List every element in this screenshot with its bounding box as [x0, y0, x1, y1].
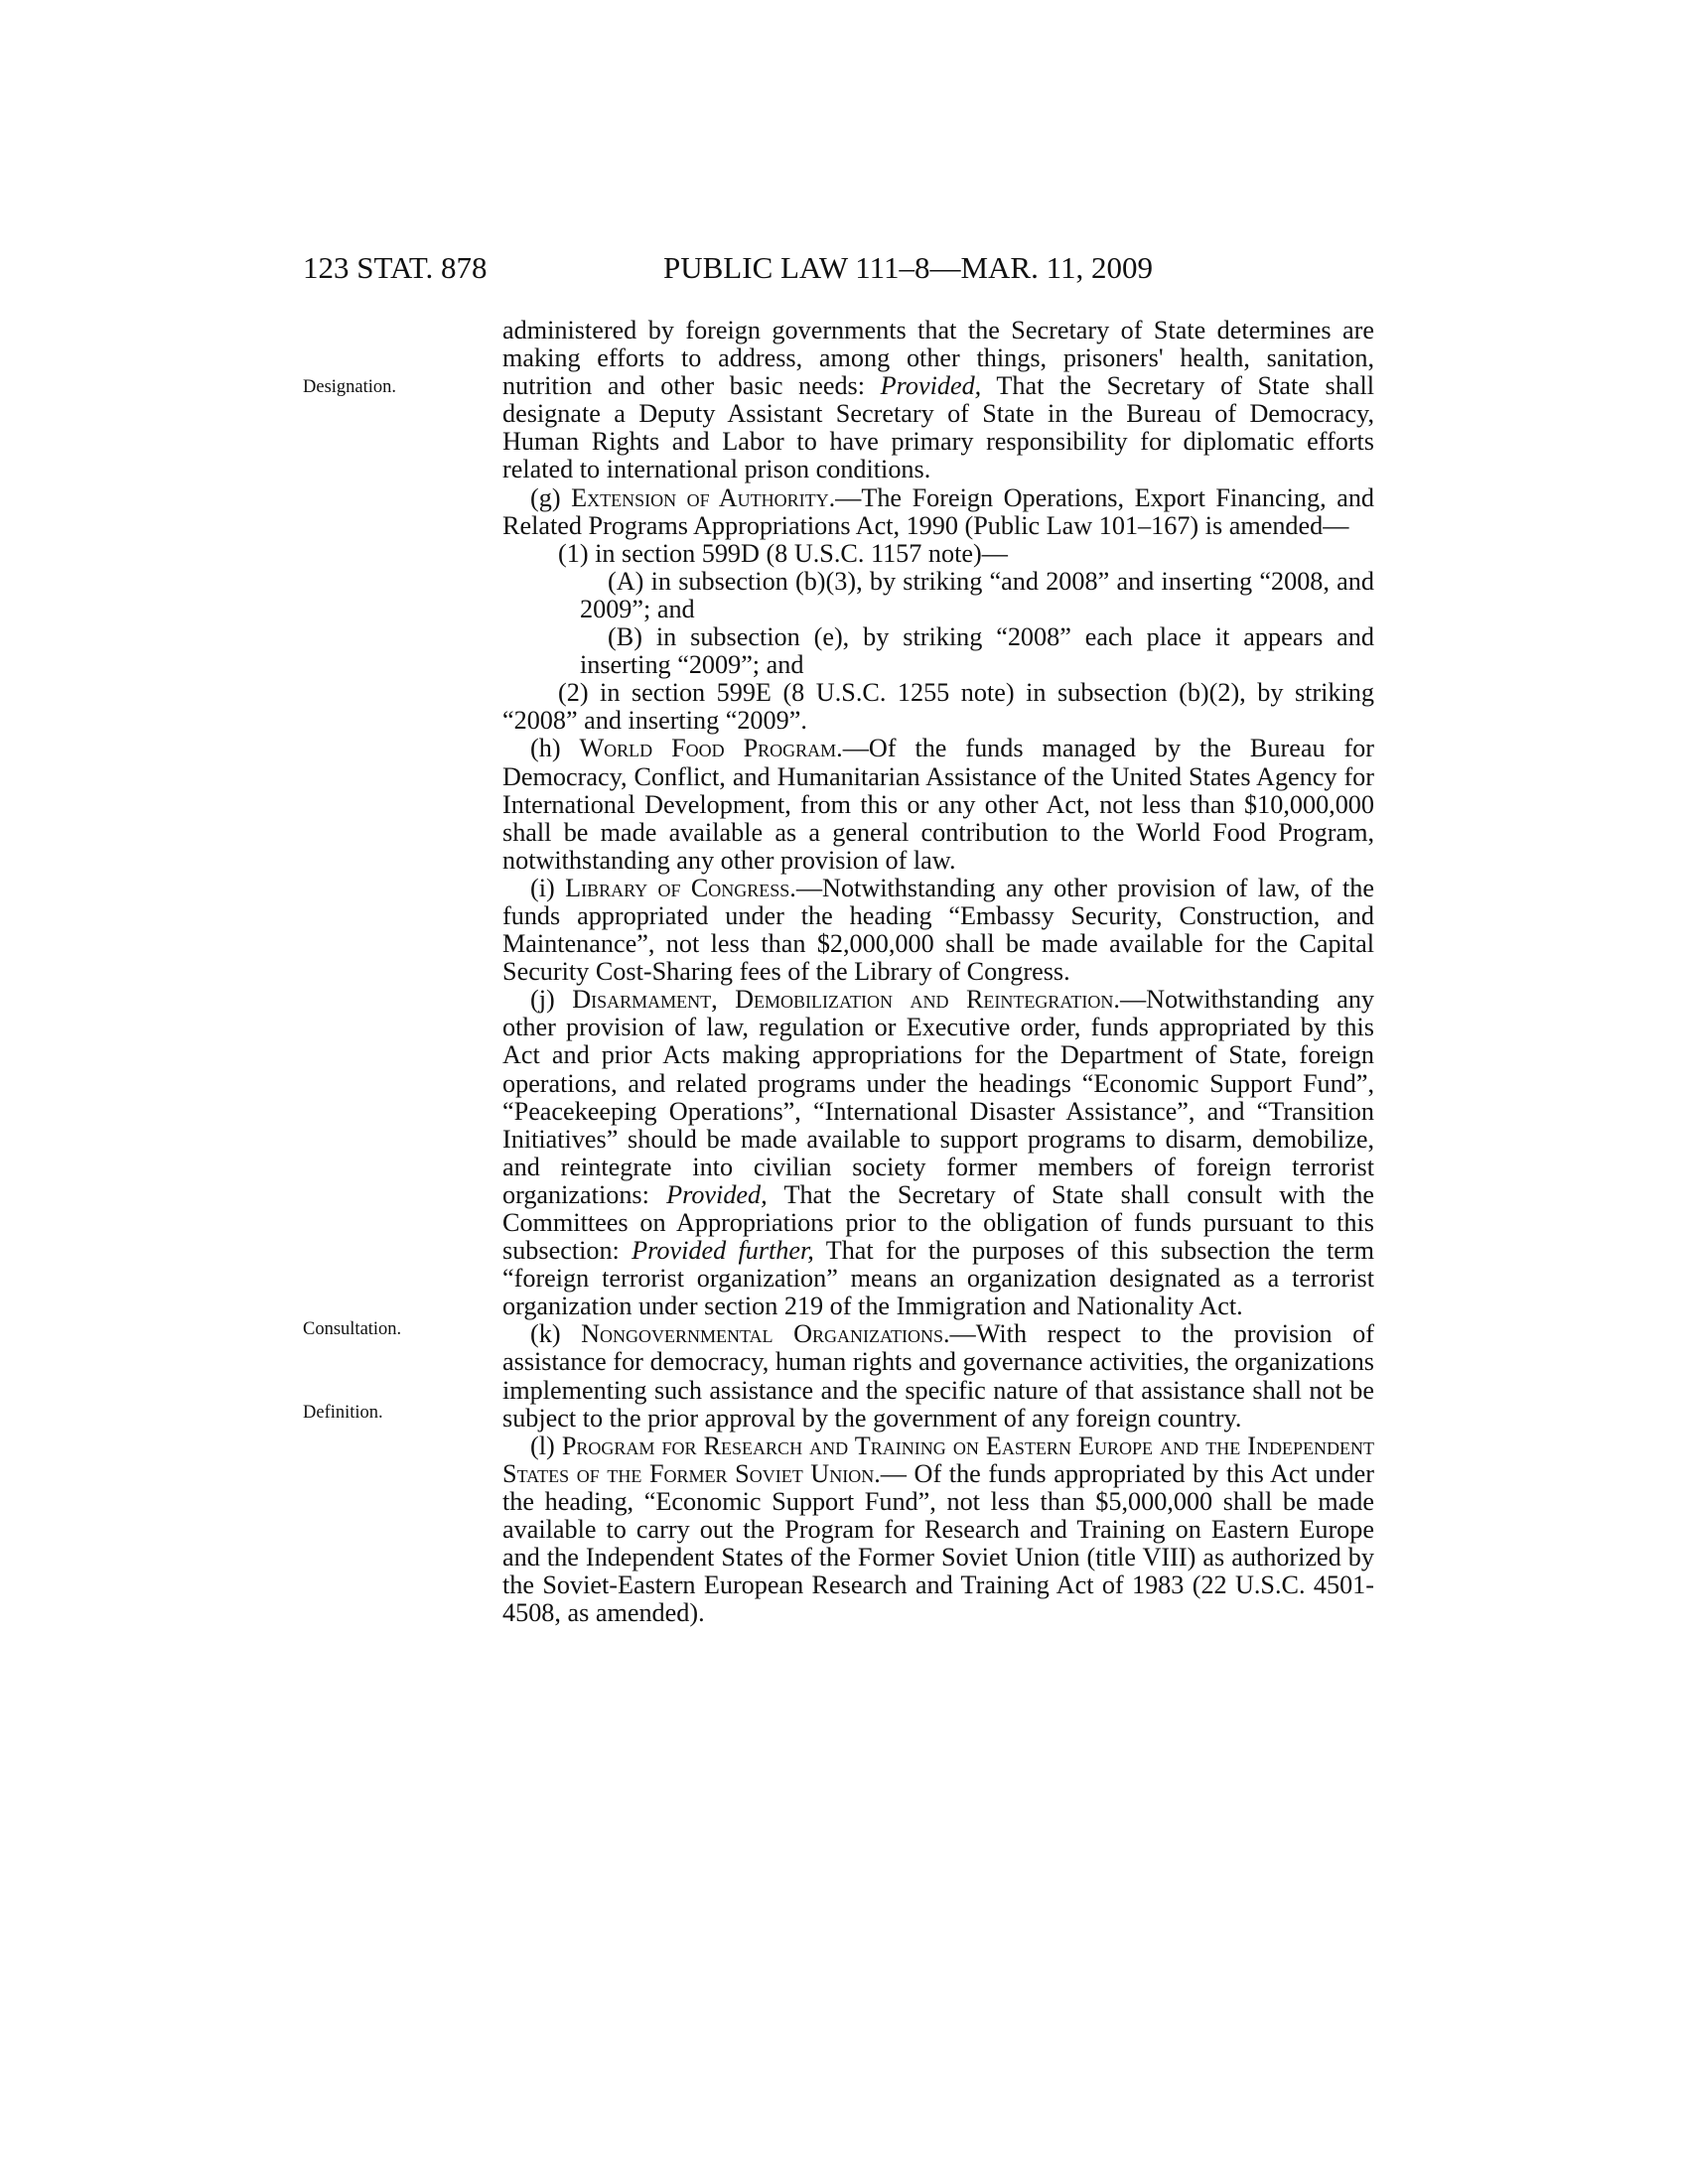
- clause-g-2: (2) in section 599E (8 U.S.C. 1255 note) in subsection (b)(2), by striking “2008” and inserting “2009”.: [502, 678, 1374, 736]
- subsection-heading: Disarmament, Demobilization and Reintegration.: [572, 985, 1120, 1015]
- subsection-heading: Nongovernmental Organizations.: [581, 1319, 950, 1349]
- margin-note-consultation: Consultation.: [303, 1319, 402, 1339]
- subsection-l: (l) Program for Research and Training on Eastern Europe and the Independent States of the Former Soviet Union.— Of the funds appropriated by this Act under the heading, “Economic Support Fund”, not less than $5,000,000 shall be made available to carry out the Program for Research and Training on Eastern Europe and the Independent States of the Former Soviet Union (title VIII) as authorized by the Soviet-Eastern European Research and Training Act of 1983 (22 U.S.C. 4501-4508, as amended).: [502, 1431, 1375, 1628]
- clause-g-1: (1) in section 599D (8 U.S.C. 1157 note)—: [558, 538, 1008, 568]
- subsection-h: (h) World Food Program.—Of the funds managed by the Bureau for Democracy, Conflict, and Humanitarian Assistance of the United States Agency for International Development, from this or any other Act, not less than $10,000,000 shall be made available as a general contribution to the World Food Program, notwithstanding any other provision of law.: [502, 734, 1374, 875]
- subsection-i: (i) Library of Congress.—Notwithstanding any other provision of law, of the funds appropriated under the heading “Embassy Security, Construction, and Maintenance”, not less than $2,000,000 shall be made available for the Capital Security Cost-Sharing fees of the Library of Congress.: [502, 873, 1374, 987]
- margin-note-definition: Definition.: [303, 1403, 383, 1423]
- margin-note-designation: Designation.: [303, 377, 397, 397]
- clause-g-1-B: (B) in subsection (e), by striking “2008” each place it appears and inserting “2009”; and: [580, 622, 1374, 680]
- body-text: [502, 317, 1374, 1627]
- clause-g-1-A: (A) in subsection (b)(3), by striking “and 2008” and inserting “2008, and 2009”; and: [580, 566, 1374, 623]
- paragraph-intro: administered by foreign governments that the Secretary of State determines are making efforts to address, among other things, prisoners' health, sanitation, nutrition and other basic needs: Provided, That the Secretary of State shall designate a Deputy Assistant Secretary of State in the Bureau of Democracy, Human Rights and Labor to have primary responsibility for diplomatic efforts related to international prison conditions.: [502, 316, 1374, 484]
- subsection-heading: World Food Program.: [579, 734, 843, 763]
- running-header: PUBLIC LAW 111–8—MAR. 11, 2009: [663, 250, 1153, 285]
- subsection-g: (g) Extension of Authority.—The Foreign Operations, Export Financing, and Related Programs Appropriations Act, 1990 (Public Law 101–167) is amended—: [502, 482, 1375, 540]
- subsection-heading: Extension of Authority.: [571, 482, 836, 512]
- stat-page-number: 123 STAT. 878: [303, 250, 488, 285]
- subsection-j: (j) Disarmament, Demobilization and Reintegration.—Notwithstanding any other provision of law, regulation or Executive order, funds appropriated by this Act and prior Acts making appropriations for the Department of State, foreign operations, and related programs under the headings “Economic Support Fund”, “Peacekeeping Operations”, “International Disaster Assistance”, and “Transition Initiatives” should be made available to support programs to disarm, demobilize, and reintegrate into civilian society former members of foreign terrorist organizations: Provided, That the Secretary of State shall consult with the Committees on Appropriations prior to the obligation of funds pursuant to this subsection: Provided further, That for the purposes of this subsection the term “foreign terrorist organization” means an organization designated as a terrorist organization under section 219 of the Immigration and Nationality Act.: [502, 985, 1375, 1321]
- subsection-heading: Library of Congress.: [565, 873, 796, 902]
- subsection-k: (k) Nongovernmental Organizations.—With respect to the provision of assistance for democracy, human rights and governance activities, the organizations implementing such assistance and the specific nature of that assistance shall not be subject to the prior approval by the government of any foreign country.: [502, 1319, 1374, 1433]
- subsection-heading: Program for Research and Training on Eastern Europe and the Independent States of the Former Soviet Union.: [502, 1431, 1375, 1488]
